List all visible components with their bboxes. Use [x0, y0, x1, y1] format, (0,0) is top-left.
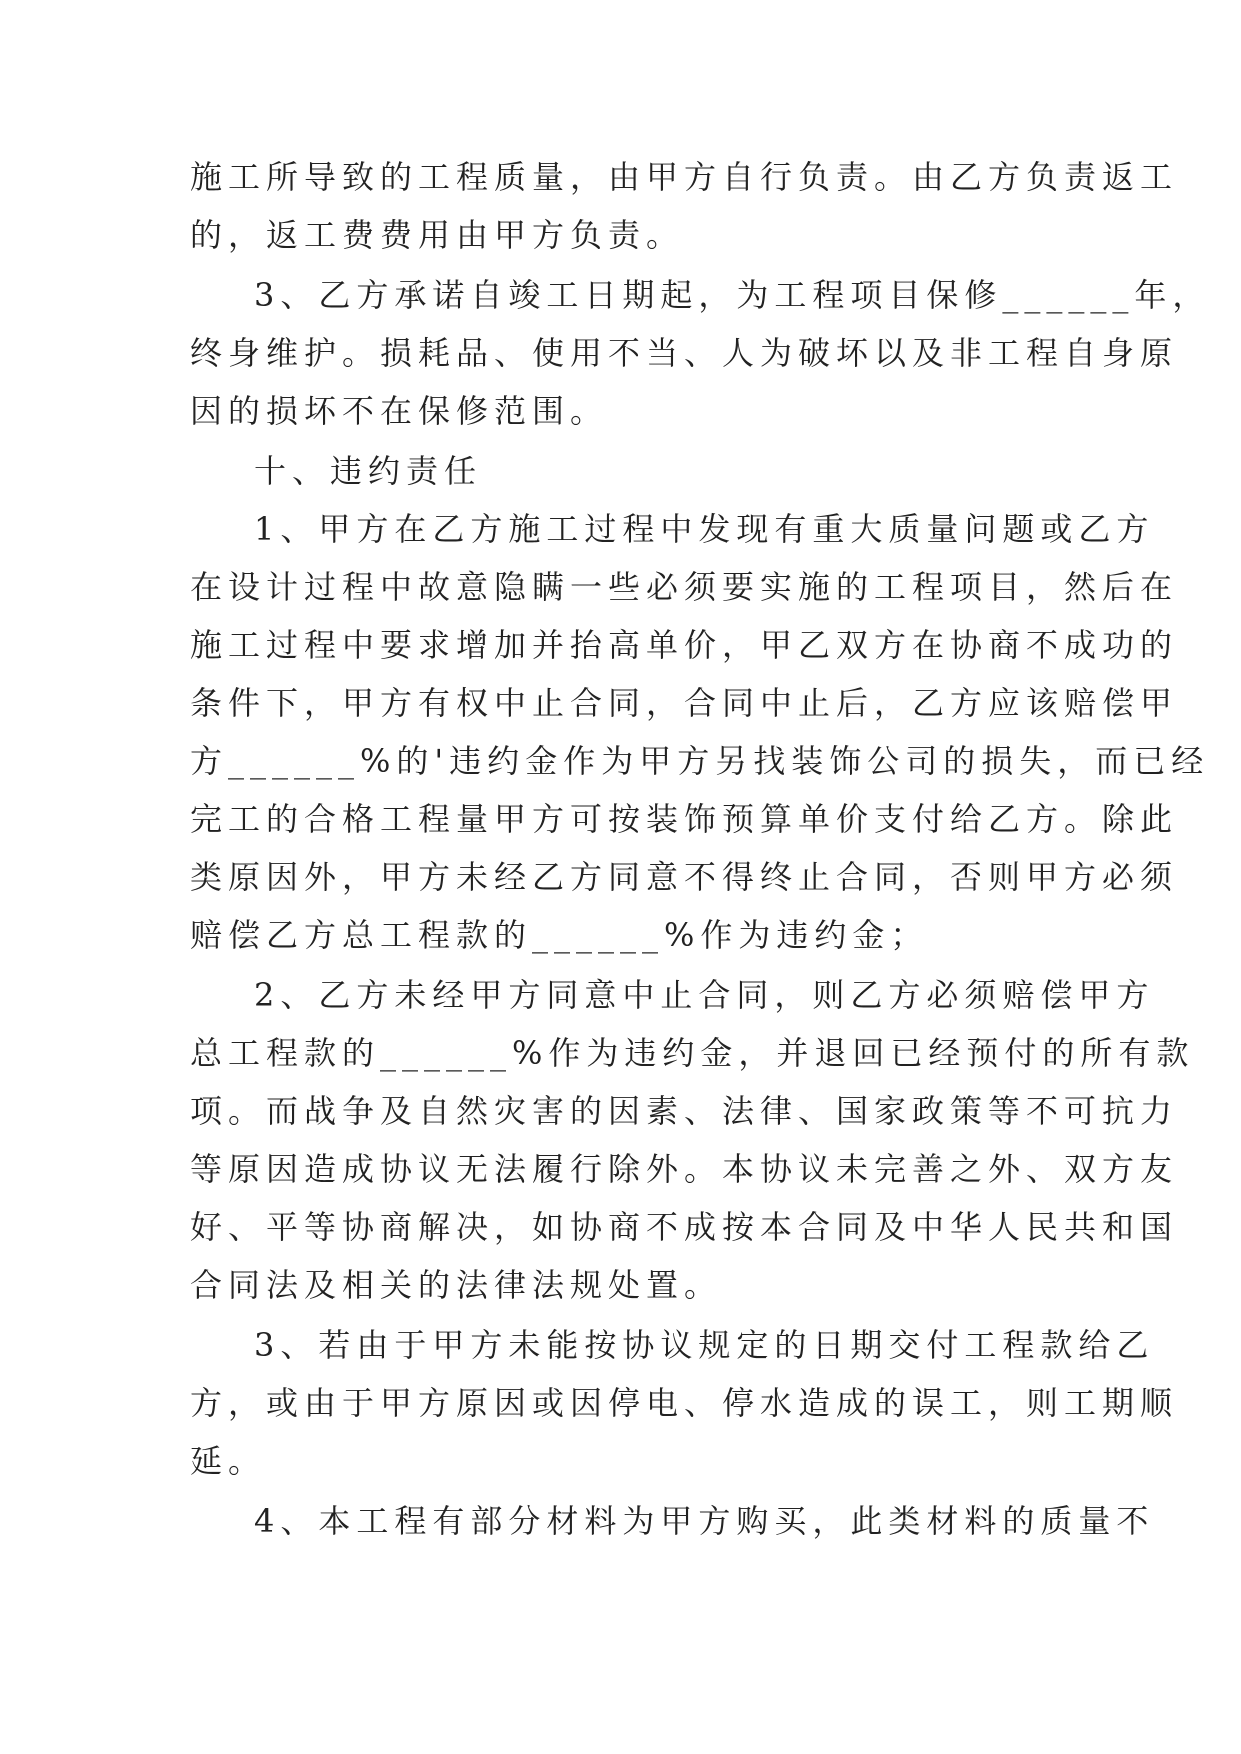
text-line: 4、本工程有部分材料为甲方购买，此类材料的质量不 — [254, 1502, 1155, 1540]
text-line: 赔偿乙方总工程款的______%作为违约金； — [190, 916, 929, 954]
text-line: 完工的合格工程量甲方可按装饰预算单价支付给乙方。除此 — [190, 800, 1179, 838]
text-line: 的，返工费费用由甲方负责。 — [190, 216, 685, 254]
text-line: 在设计过程中故意隐瞒一些必须要实施的工程项目，然后在 — [190, 568, 1179, 606]
text-line: 3、若由于甲方未能按协议规定的日期交付工程款给乙 — [254, 1326, 1155, 1364]
text-line: 总工程款的______%作为违约金，并退回已经预付的所有款 — [190, 1034, 1195, 1072]
text-line: 终身维护。损耗品、使用不当、人为破坏以及非工程自身原 — [190, 334, 1179, 372]
text-line: 施工所导致的工程质量，由甲方自行负责。由乙方负责返工 — [190, 158, 1179, 196]
text-line: 方，或由于甲方原因或因停电、停水造成的误工，则工期顺 — [190, 1384, 1179, 1422]
text-line: 延。 — [190, 1442, 267, 1480]
text-line: 施工过程中要求增加并抬高单价，甲乙双方在协商不成功的 — [190, 626, 1179, 664]
text-line: 3、乙方承诺自竣工日期起，为工程项目保修______年， — [254, 276, 1211, 314]
text-line: 等原因造成协议无法履行除外。本协议未完善之外、双方友 — [190, 1150, 1179, 1188]
text-line: 好、平等协商解决，如协商不成按本合同及中华人民共和国 — [190, 1208, 1179, 1246]
text-line: 合同法及相关的法律法规处置。 — [190, 1266, 723, 1304]
text-line: 方______%的'违约金作为甲方另找装饰公司的损失，而已经 — [190, 742, 1210, 780]
text-line: 2、乙方未经甲方同意中止合同，则乙方必须赔偿甲方 — [254, 976, 1155, 1014]
text-line: 条件下，甲方有权中止合同，合同中止后，乙方应该赔偿甲 — [190, 684, 1179, 722]
section-heading: 十、违约责任 — [254, 452, 483, 490]
text-line: 因的损坏不在保修范围。 — [190, 392, 609, 430]
text-line: 1、甲方在乙方施工过程中发现有重大质量问题或乙方 — [254, 510, 1155, 548]
text-line: 项。而战争及自然灾害的因素、法律、国家政策等不可抗力 — [190, 1092, 1179, 1130]
text-line: 类原因外，甲方未经乙方同意不得终止合同，否则甲方必须 — [190, 858, 1179, 896]
